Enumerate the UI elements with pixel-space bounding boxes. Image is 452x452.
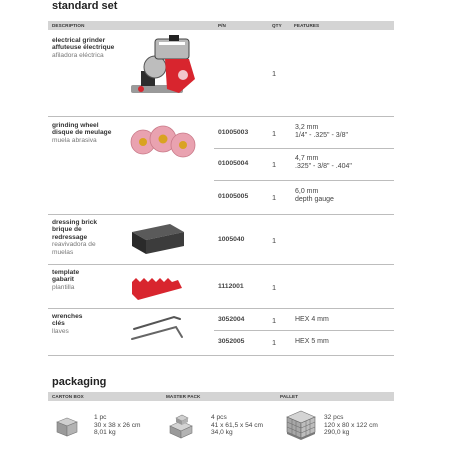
col-description: DESCRIPTION bbox=[52, 23, 85, 28]
feature-line: 3,2 mm bbox=[295, 124, 319, 131]
feature-line: .325" - 3/8" - .404" bbox=[295, 163, 352, 170]
col-qty: QTY bbox=[272, 23, 282, 28]
feature-line: HEX 4 mm bbox=[295, 316, 329, 323]
desc-es: afiladora eléctrica bbox=[52, 51, 104, 59]
template-gauge-image bbox=[128, 268, 186, 304]
qty-electrical-grinder: 1 bbox=[272, 69, 277, 78]
feature-line: depth gauge bbox=[295, 196, 334, 203]
pallet-weight: 290,0 kg bbox=[324, 429, 350, 437]
desc-en: dressing brick bbox=[52, 219, 98, 226]
carton-qty: 1 pc bbox=[94, 414, 107, 421]
master-pack-info bbox=[211, 414, 263, 437]
packaging-title: packaging bbox=[52, 376, 107, 388]
col-master-pack: MASTER PACK bbox=[166, 394, 201, 399]
qty-01005003: 1 bbox=[272, 129, 277, 138]
desc-es: muelas bbox=[52, 248, 74, 256]
carton-box-info bbox=[94, 414, 141, 437]
desc-es: muela abrasiva bbox=[52, 136, 97, 144]
grinding-wheel-image bbox=[128, 123, 198, 161]
col-features: FEATURES bbox=[294, 23, 320, 28]
pn-01005005: 01005005 bbox=[218, 193, 249, 200]
row-divider bbox=[48, 116, 394, 117]
qty-3052005: 1 bbox=[272, 338, 277, 347]
desc-en: wrenches bbox=[52, 313, 83, 320]
desc-es: plantilla bbox=[52, 283, 75, 291]
row-divider bbox=[48, 355, 394, 356]
desc-fr: redressage bbox=[52, 233, 88, 241]
hex-wrenches-image bbox=[130, 311, 188, 345]
row-divider bbox=[214, 180, 394, 181]
qty-3052004: 1 bbox=[272, 316, 277, 325]
desc-electrical-grinder bbox=[52, 37, 114, 59]
desc-template bbox=[52, 269, 79, 291]
feature-line: 4,7 mm bbox=[295, 155, 319, 162]
master-pack-icon bbox=[166, 412, 196, 440]
col-pn: P/N bbox=[218, 23, 226, 28]
row-divider bbox=[48, 264, 394, 265]
master-weight: 34,0 kg bbox=[211, 429, 233, 437]
desc-es: reavivadora de bbox=[52, 241, 96, 249]
pn-01005003: 01005003 bbox=[218, 129, 249, 136]
carton-weight: 8,01 kg bbox=[94, 429, 116, 437]
standard-set-title: standard set bbox=[52, 0, 118, 12]
pn-01005004: 01005004 bbox=[218, 160, 249, 167]
dressing-brick-image bbox=[130, 220, 186, 258]
carton-dimensions: 30 x 38 x 26 cm bbox=[94, 421, 141, 429]
pn-3052004: 3052004 bbox=[218, 316, 245, 323]
desc-fr: brique de bbox=[52, 226, 82, 234]
carton-box-icon bbox=[55, 416, 79, 438]
row-divider bbox=[214, 148, 394, 149]
pn-3052005: 3052005 bbox=[218, 338, 245, 345]
desc-wrenches bbox=[52, 313, 82, 335]
electrical-grinder-image bbox=[125, 33, 199, 99]
qty-01005005: 1 bbox=[272, 193, 277, 202]
master-dimensions: 41 x 61,5 x 54 cm bbox=[211, 421, 264, 429]
desc-fr: affuteuse électrique bbox=[52, 44, 115, 52]
desc-fr: clés bbox=[52, 320, 65, 328]
desc-en: electrical grinder bbox=[52, 37, 106, 44]
col-carton-box: CARTON BOX bbox=[52, 394, 84, 399]
pn-1005040: 1005040 bbox=[218, 236, 245, 243]
desc-es: llaves bbox=[52, 327, 69, 335]
features-01005003 bbox=[295, 124, 348, 140]
packaging-header bbox=[48, 392, 394, 401]
qty-1005040: 1 bbox=[272, 236, 277, 245]
pallet-dimensions: 120 x 80 x 122 cm bbox=[324, 421, 378, 429]
desc-dressing-brick bbox=[52, 219, 97, 256]
desc-fr: disque de meulage bbox=[52, 129, 112, 137]
features-01005004 bbox=[295, 155, 352, 171]
desc-en: grinding wheel bbox=[52, 122, 99, 129]
desc-en: template bbox=[52, 269, 80, 276]
desc-grinding-wheel bbox=[52, 122, 111, 144]
features-01005005 bbox=[295, 188, 334, 204]
feature-line: 6,0 mm bbox=[295, 188, 319, 195]
row-divider bbox=[48, 214, 394, 215]
row-divider bbox=[48, 308, 394, 309]
features-3052005 bbox=[295, 338, 329, 346]
row-divider bbox=[214, 330, 394, 331]
desc-fr: gabarit bbox=[52, 276, 74, 284]
col-pallet: PALLET bbox=[280, 394, 299, 399]
features-3052004 bbox=[295, 316, 329, 324]
qty-01005004: 1 bbox=[272, 160, 277, 169]
pallet-info bbox=[324, 414, 378, 437]
qty-1112001: 1 bbox=[272, 283, 277, 292]
feature-line: HEX 5 mm bbox=[295, 338, 329, 345]
feature-line: 1/4" - .325" - 3/8" bbox=[295, 132, 348, 139]
master-qty: 4 pcs bbox=[211, 414, 227, 421]
pallet-qty: 32 pcs bbox=[324, 414, 344, 421]
pallet-icon bbox=[284, 408, 318, 442]
pn-1112001: 1112001 bbox=[218, 283, 244, 290]
standard-set-header bbox=[48, 21, 394, 30]
